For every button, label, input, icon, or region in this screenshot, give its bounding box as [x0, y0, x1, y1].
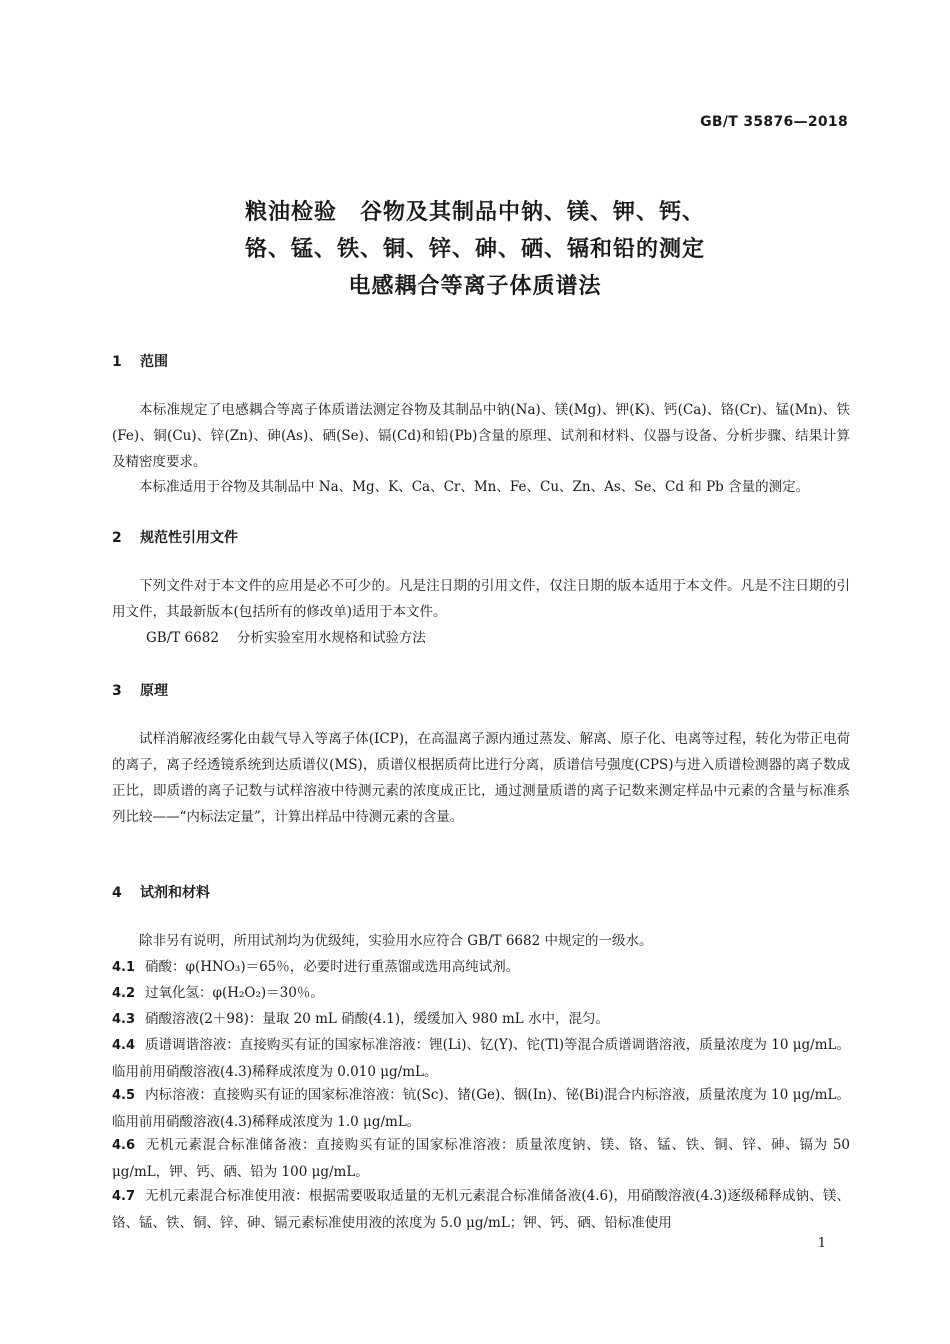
- section-2-paragraph-1: 下列文件对于本文件的应用是必不可少的。凡是注日期的引用文件，仅注日期的版本适用于本文件。凡是不注日期的引用文件，其最新版本(包括所有的修改单)适用于本文件。: [112, 578, 850, 620]
- list-item: [112, 1032, 850, 1085]
- normative-reference: [146, 625, 426, 651]
- reference-code: GB/T 6682: [146, 630, 219, 646]
- section-number: 1: [112, 354, 122, 370]
- reference-title: 分析实验室用水规格和试验方法: [236, 630, 426, 646]
- document-title: [0, 194, 950, 305]
- page-number: 1: [817, 1236, 826, 1251]
- item-text: 过氧化氢：φ(H₂O₂)＝30％。: [145, 985, 324, 1001]
- section-number: 4: [112, 885, 122, 901]
- item-text: 内标溶液：直接购买有证的国家标准溶液：钪(Sc)、锗(Ge)、铟(In)、铋(Bi)混合内标溶液，质量浓度为 10 μg/mL。临用前用硝酸溶液(4.3)稀释成浓度为 1.0 μg/mL。: [112, 1087, 850, 1130]
- section-3-heading: [112, 680, 168, 700]
- item-text: 无机元素混合标准储备液：直接购买有证的国家标准溶液：质量浓度钠、镁、铬、锰、铁、铜、锌、砷、镉为 50 μg/mL，钾、钙、硒、铅为 100 μg/mL。: [112, 1137, 850, 1180]
- item-text: 无机元素混合标准使用液：根据需要吸取适量的无机元素混合标准储备液(4.6)，用硝酸溶液(4.3)逐级稀释成钠、镁、铬、锰、铁、铜、锌、砷、镉元素标准使用液的浓度为 5.0 μg/mL；钾、钙、硒、铅标准使用: [112, 1188, 850, 1231]
- item-text: 硝酸：φ(HNO₃)＝65％，必要时进行重蒸馏或选用高纯试剂。: [145, 959, 520, 975]
- item-number: 4.2: [112, 986, 136, 1001]
- section-title: 范围: [140, 354, 168, 370]
- item-number: 4.3: [112, 1012, 136, 1027]
- list-item: [112, 1132, 850, 1185]
- section-1-paragraph-2: 本标准适用于谷物及其制品中 Na、Mg、K、Ca、Cr、Mn、Fe、Cu、Zn、As、Se、Cd 和 Pb 含量的测定。: [139, 479, 810, 495]
- list-item: [112, 954, 850, 981]
- section-number: 2: [112, 530, 122, 546]
- title-line-2: 铬、锰、铁、铜、锌、砷、硒、镉和铅的测定: [244, 237, 705, 262]
- section-4-heading: [112, 882, 210, 902]
- section-4-intro: 除非另有说明，所用试剂均为优级纯，实验用水应符合 GB/T 6682 中规定的一级水。: [139, 933, 653, 949]
- section-1-heading: [112, 351, 168, 371]
- item-number: 4.7: [112, 1189, 136, 1204]
- title-line-1: 粮油检验 谷物及其制品中钠、镁、钾、钙、: [244, 200, 705, 225]
- item-number: 4.5: [112, 1088, 136, 1103]
- list-item: [112, 980, 850, 1007]
- section-title: 规范性引用文件: [140, 530, 238, 546]
- section-title: 试剂和材料: [140, 885, 210, 901]
- item-text: 质谱调谐溶液：直接购买有证的国家标准溶液：锂(Li)、钇(Y)、铊(Tl)等混合质谱调谐溶液，质量浓度为 10 μg/mL。临用前用硝酸溶液(4.3)稀释成浓度为 0.010 μg/mL。: [112, 1037, 850, 1080]
- section-title: 原理: [140, 683, 168, 699]
- list-item: [112, 1183, 850, 1236]
- item-number: 4.1: [112, 960, 136, 975]
- section-3-paragraph-1: 试样消解液经雾化由载气导入等离子体(ICP)，在高温离子源内通过蒸发、解离、原子化、电离等过程，转化为带正电荷的离子，离子经透镜系统到达质谱仪(MS)，质谱仪根据质荷比进行分离，质谱信号强度(CPS)与进入质谱检测器的离子数成正比，即质谱的离子记数与试样溶液中待测元素的浓度成正比，通过测量质谱的离子记数来测定样品中元素的含量与标准系列比较——“内标法定量”，计算出样品中待测元素的含量。: [112, 731, 850, 825]
- item-text: 硝酸溶液(2＋98)：量取 20 mL 硝酸(4.1)，缓缓加入 980 mL 水中，混匀。: [145, 1011, 610, 1027]
- item-number: 4.6: [112, 1138, 136, 1153]
- standard-code: GB/T 35876—2018: [700, 114, 848, 130]
- section-1-paragraph-1: 本标准规定了电感耦合等离子体质谱法测定谷物及其制品中钠(Na)、镁(Mg)、钾(K)、钙(Ca)、铬(Cr)、锰(Mn)、铁(Fe)、铜(Cu)、锌(Zn)、砷(As)、硒(Se)、镉(Cd)和铅(Pb)含量的原理、试剂和材料、仪器与设备、分析步骤、结果计算及精密度要求。: [112, 402, 851, 470]
- section-2-heading: [112, 527, 238, 547]
- section-number: 3: [112, 683, 122, 699]
- list-item: [112, 1006, 850, 1033]
- title-line-3: 电感耦合等离子体质谱法: [348, 274, 602, 299]
- item-number: 4.4: [112, 1038, 136, 1053]
- list-item: [112, 1082, 850, 1135]
